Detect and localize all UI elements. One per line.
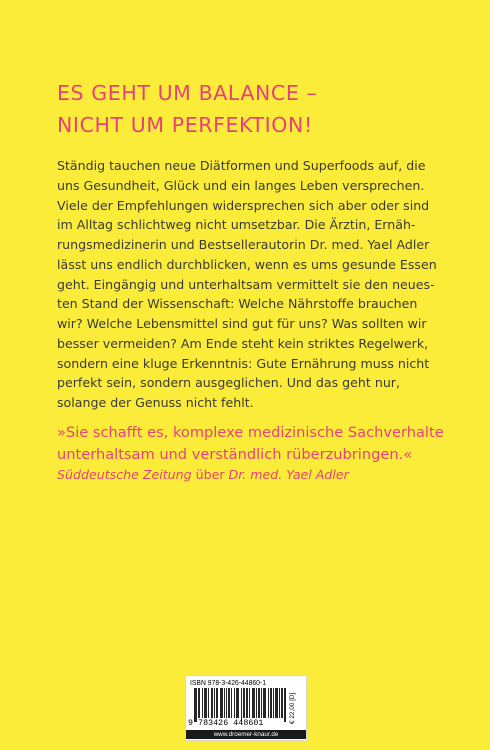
headline [57, 77, 457, 141]
blurb-line: besser vermeiden? Am Ende steht kein striktes Regelwerk, [57, 335, 429, 351]
headline-line-2: NICHT UM PERFEKTION! [57, 113, 313, 137]
blurb-line: solange der Genuss nicht fehlt. [57, 395, 254, 410]
publisher-website: www.droemer-knaur.de [186, 730, 306, 739]
quote-line-2: unterhaltsam und verständlich rüberzubringen.« [57, 446, 413, 463]
blurb-line: uns Gesundheit, Glück und ein langes Leben versprechen. [57, 177, 425, 193]
press-quote [57, 422, 457, 466]
blurb-line: wir? Welche Lebensmittel sind gut für uns? Was sollten wir [57, 316, 427, 331]
blurb-line: ten Stand der Wissenschaft: Welche Nährstoffe brauchen [57, 296, 418, 312]
headline-line-1: ES GEHT UM BALANCE – [57, 81, 318, 105]
blurb-line: perfekt sein, sondern ausgeglichen. Und das geht nur, [57, 375, 400, 391]
quote-source [57, 465, 349, 485]
blurb-line: geht. Eingängig und unterhaltsam vermittelt sie den neues- [57, 276, 435, 292]
blurb-line: Viele der Empfehlungen widersprechen sich aber oder sind [57, 197, 430, 213]
blurb-line: im Alltag schlichtweg nicht umsetzbar. Die Ärztin, Ernäh- [57, 217, 416, 233]
price-label: € 22,00 [D] [289, 692, 296, 724]
blurb-text [57, 156, 447, 413]
ean-digits: 9 783426 448601 [188, 719, 264, 728]
blurb-line: lässt uns endlich durchblicken, wenn es ums gesunde Essen [57, 256, 437, 272]
blurb-line: sondern eine kluge Erkenntnis: Gute Ernährung muss nicht [57, 355, 430, 371]
blurb-line: Ständig tauchen neue Diätformen und Superfoods auf, die [57, 158, 426, 173]
quote-source-connector: über [191, 467, 229, 482]
blurb-line: rungsmedizinerin und Bestsellerautorin Dr. med. Yael Adler [57, 237, 430, 252]
quote-source-publication: Süddeutsche Zeitung [57, 467, 192, 482]
isbn-label: ISBN 978-3-426-44860-1 [190, 678, 266, 687]
quote-source-subject: Dr. med. Yael Adler [228, 467, 349, 482]
quote-line-1: »Sie schafft es, komplexe medizinische Sachverhalte [57, 424, 444, 441]
barcode-icon [194, 688, 286, 722]
barcode-panel [185, 675, 307, 741]
